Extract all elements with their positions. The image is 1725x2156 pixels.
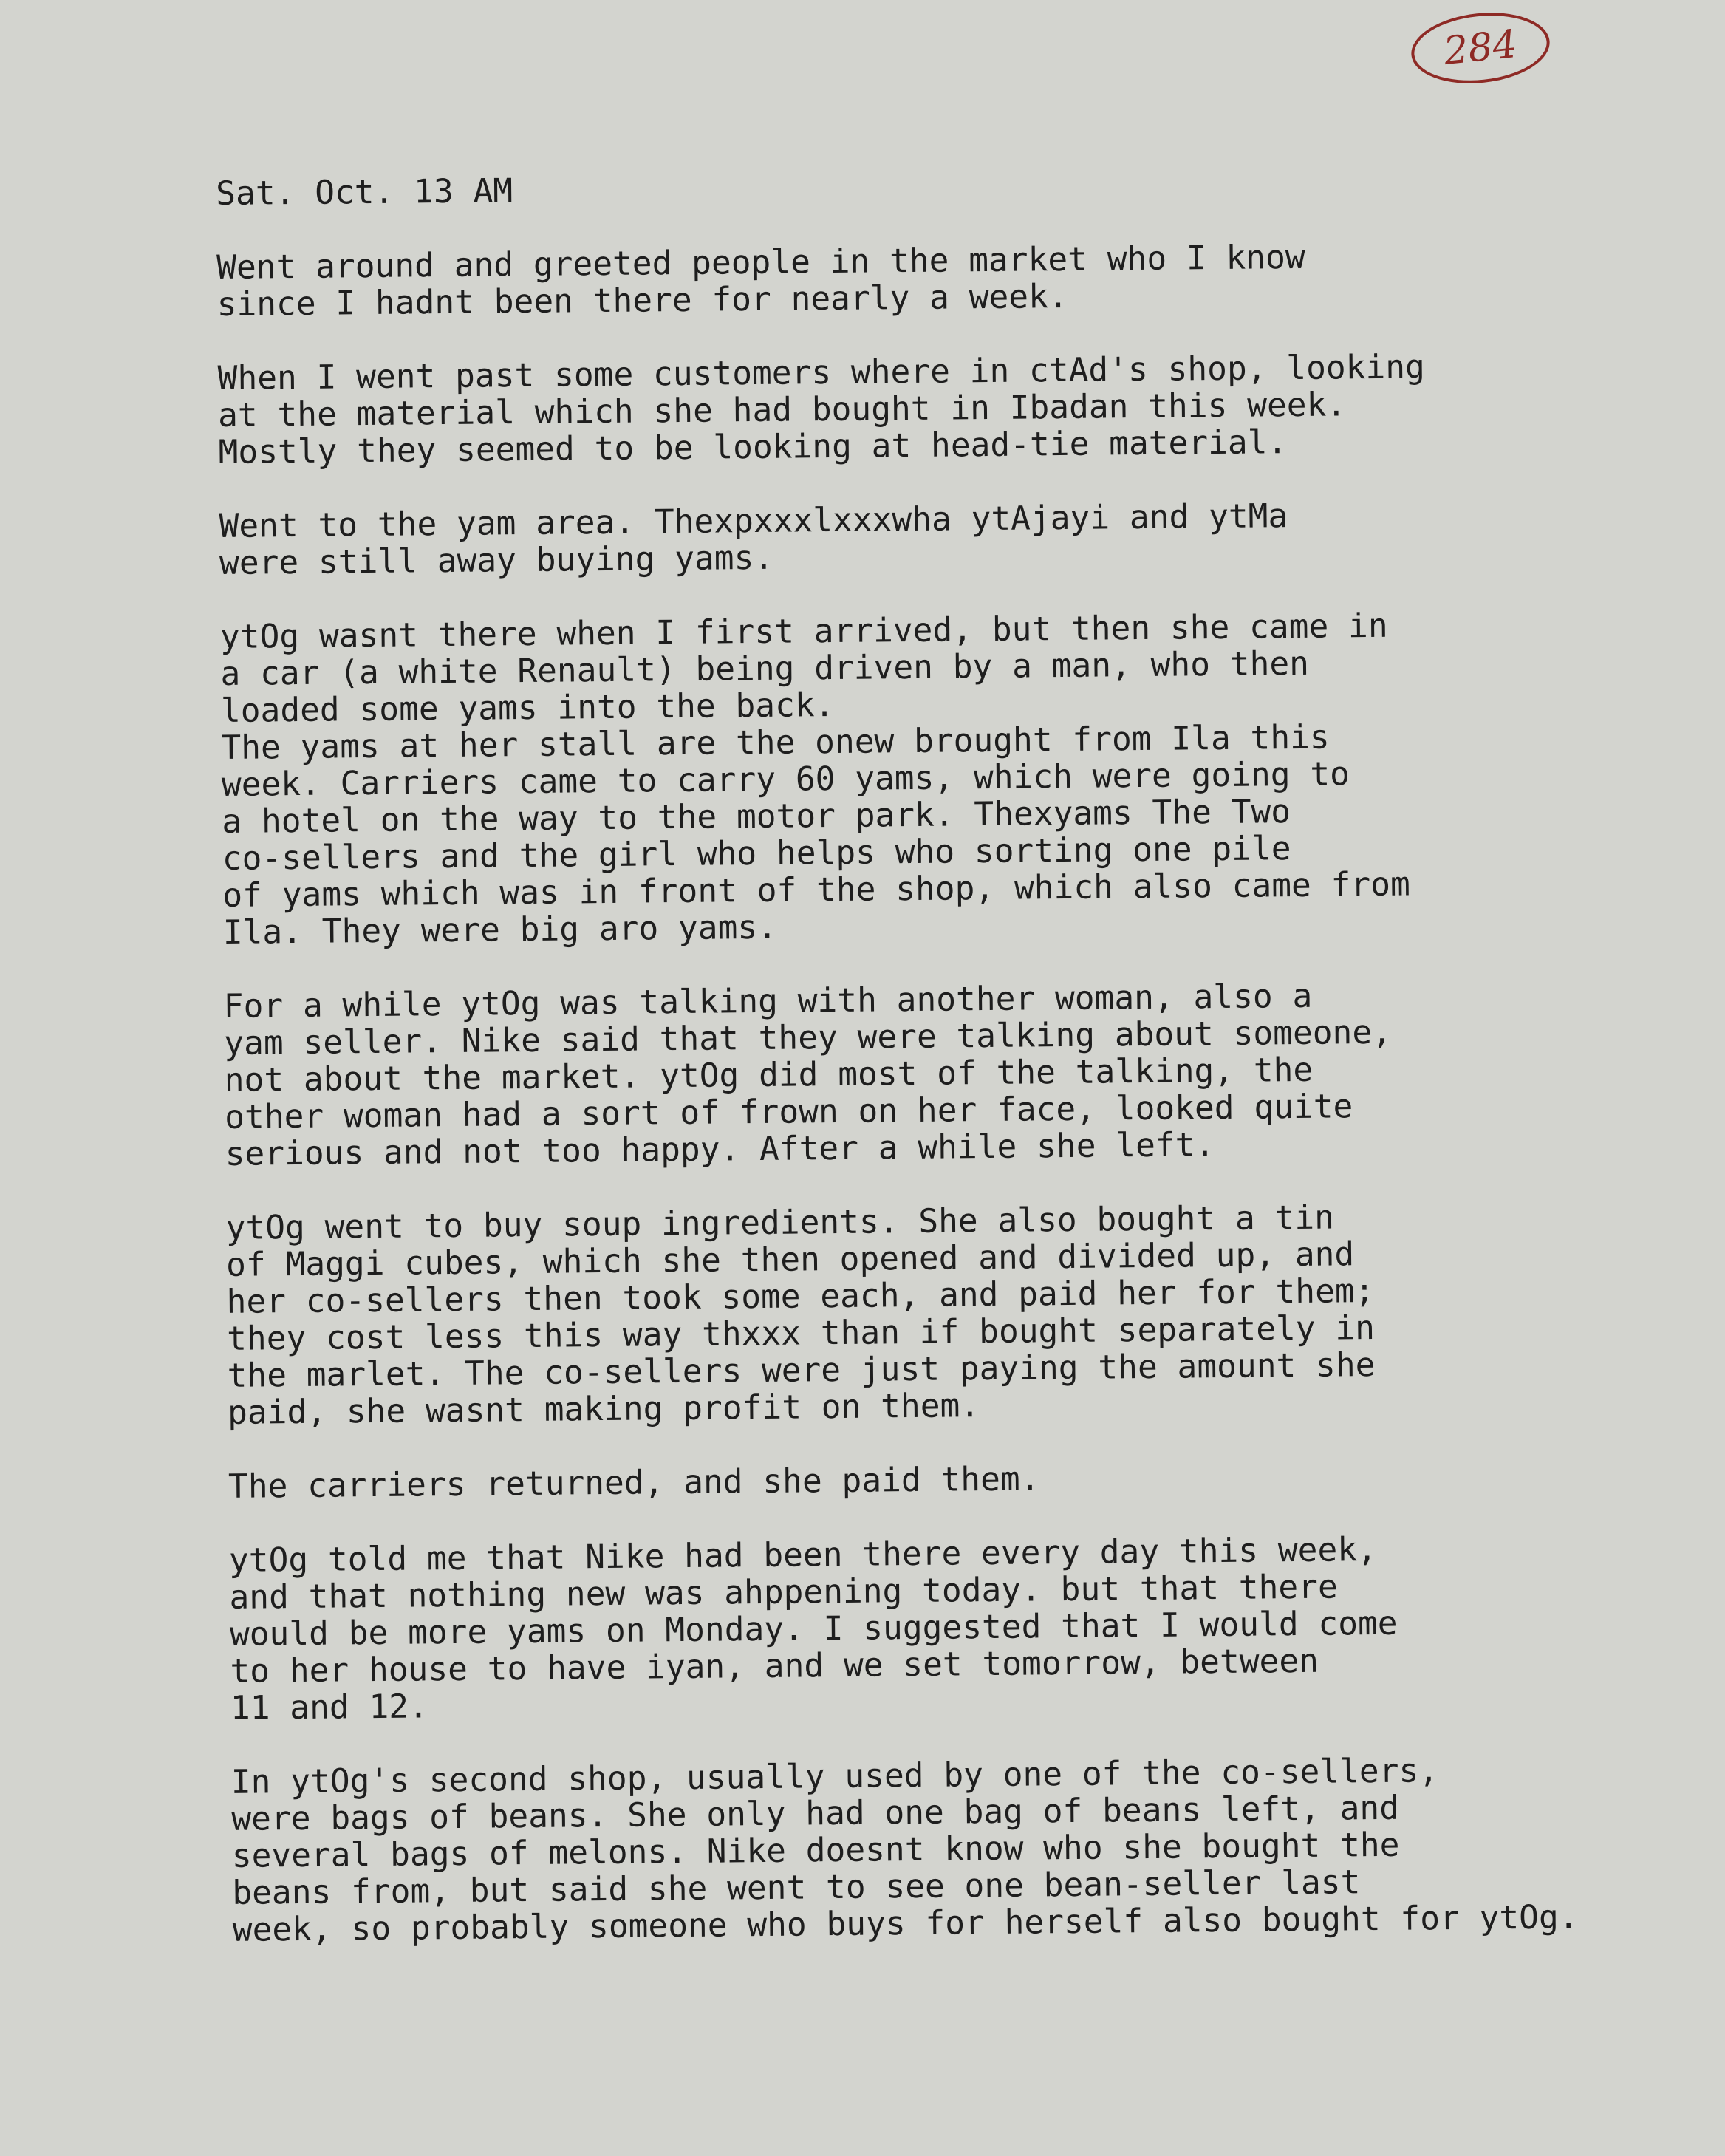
text-line: since I hadnt been there for nearly a week. xyxy=(216,277,1068,324)
text-line: several bags of melons. Nike doesnt know who she bought the xyxy=(231,1826,1400,1875)
text-line: 11 and 12. xyxy=(230,1688,429,1727)
text-line: ytOg told me that Nike had been there every day this week, xyxy=(228,1530,1378,1580)
text-line: and that nothing new was ahppening today. but that there xyxy=(229,1568,1338,1617)
text-line: Went around and greeted people in the market who I know xyxy=(216,238,1305,287)
paragraph xyxy=(216,236,1717,324)
text-line: week. Carriers came to carry 60 yams, which were going to xyxy=(221,755,1350,804)
text-line: Mostly they seemed to be looking at head-tie material. xyxy=(218,423,1288,471)
text-line: week, so probably someone who buys for herself also bought for ytOg. xyxy=(232,1898,1579,1949)
paragraph-container xyxy=(216,236,1725,1949)
paragraph xyxy=(224,974,1725,1173)
text-line: Ila. They were big aro yams. xyxy=(222,908,778,952)
text-line: Went to the yam area. Thexpxxxlxxxwha ytAjayi and ytMa xyxy=(219,497,1288,545)
paragraph xyxy=(220,604,1723,951)
paragraph xyxy=(217,347,1718,471)
text-line: not about the market. ytOg did most of the talking, the xyxy=(224,1051,1314,1099)
paragraph xyxy=(225,1195,1725,1431)
text-line: other woman had a sort of frown on her face, looked quite xyxy=(224,1088,1353,1136)
text-line: of Maggi cubes, which she then opened and divided up, and xyxy=(225,1235,1355,1284)
text-line: a car (a white Renault) being driven by a man, who then xyxy=(220,644,1310,693)
text-line: ytOg went to buy soup ingredients. She also bought a tin xyxy=(225,1198,1335,1247)
text-line: In ytOg's second shop, usually used by one of the co-sellers, xyxy=(230,1752,1439,1801)
page-number-stamp: 284 xyxy=(1408,6,1554,89)
paragraph xyxy=(219,494,1719,581)
text-line: would be more yams on Monday. I suggested that I would come xyxy=(229,1604,1398,1654)
text-line: to her house to have iyan, and we set tomorrow, between xyxy=(230,1642,1319,1691)
text-line: The yams at her stall are the onew brought from Ila this xyxy=(221,718,1330,767)
text-line: the marlet. The co-sellers were just paying the amount she xyxy=(227,1346,1376,1395)
paragraph xyxy=(231,1750,1725,1948)
text-line: loaded some yams into the back. xyxy=(220,686,835,730)
text-line: of yams which was in front of the shop, which also came from xyxy=(222,865,1411,915)
text-line: The carriers returned, and she paid them. xyxy=(228,1460,1040,1506)
text-line: ytOg wasnt there when I first arrived, but then she came in xyxy=(219,607,1388,656)
text-line: For a while ytOg was talking with another woman, also a xyxy=(223,977,1313,1026)
text-line: at the material which she had bought in Ibadan this week. xyxy=(217,386,1347,434)
date-heading: Sat. Oct. 13 AM xyxy=(215,172,513,213)
text-line: a hotel on the way to the motor park. Thexyams The Two xyxy=(222,793,1291,841)
text-line: were bags of beans. She only had one bag of beans left, and xyxy=(231,1789,1400,1838)
text-line: beans from, but said she went to see one bean-seller last xyxy=(232,1863,1361,1912)
document-body xyxy=(216,162,1725,1986)
text-line: they cost less this way thxxx than if bought separately in xyxy=(226,1309,1376,1358)
text-line: serious and not too happy. After a while she left. xyxy=(225,1126,1215,1173)
text-line: were still away buying yams. xyxy=(219,539,774,582)
text-line: yam seller. Nike said that they were talking about someone, xyxy=(224,1013,1393,1062)
paragraph xyxy=(229,1528,1725,1727)
text-line: paid, she wasnt making profit on them. xyxy=(227,1387,980,1432)
text-line: her co-sellers then took some each, and paid her for them; xyxy=(226,1272,1375,1321)
paragraph xyxy=(228,1454,1725,1505)
text-line: co-sellers and the girl who helps who sorting one pile xyxy=(222,830,1291,878)
text-line: When I went past some customers where in ctAd's shop, looking xyxy=(217,348,1426,398)
